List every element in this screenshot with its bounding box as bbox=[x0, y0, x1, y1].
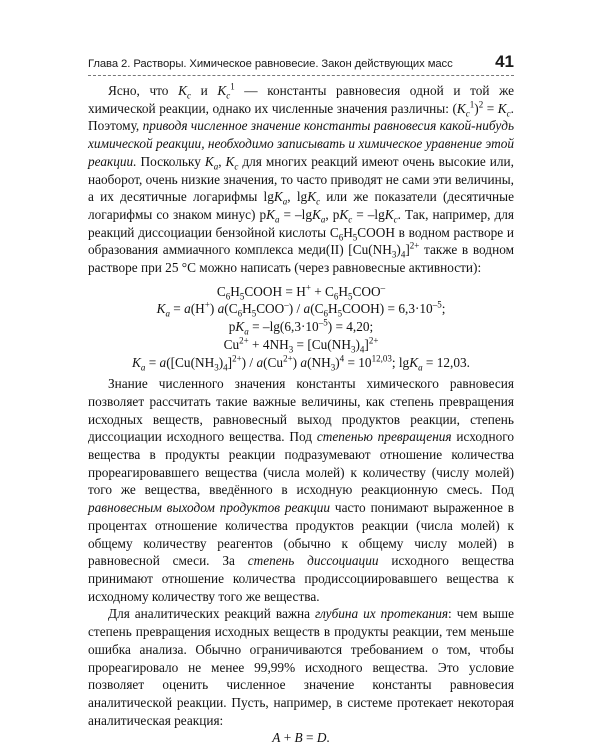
equation-analytical-reaction: A + B = D. bbox=[272, 730, 330, 746]
term-equilibrium-yield: равновесным выходом продуктов реакции bbox=[88, 500, 331, 516]
equation-dissociation: $C_6H_5COOH = H^+ + C_6H_5COO^-$ bbox=[216, 282, 386, 302]
emphasis-text: приводя численное значение константы равновесия какой-нибудь химической реакции, необходимо записывать и химическое уравнение этой реакции. bbox=[88, 118, 515, 169]
term-reaction-depth: глубина их протекания bbox=[315, 606, 449, 622]
paragraph-2: Знание численного значения константы химического равновесия позволяет рассчитать такие важные величины, как степень превращения исходных веществ, равновесный выход продуктов реакции, степень диссоциации исходного вещества. Под степенью превращения исходного вещества в продукты реакции подразумевают отношение количества прореагировавшего вещества (числа молей) к количеству (числу молей) того же вещества, введённого в исходную реакционную смесь. Под равновесным выходом продуктов реакции часто понимают выраженное в процентах отношение количества продуктов реакции (числа молей) к общему количеству реагентов (обычно к общему числу молей) в равновесной смеси. За степень диссоциации исходного вещества принимают отношение количества продиссоциировавшего вещества к исходному количеству того же вещества. bbox=[88, 376, 514, 604]
paragraph-3: Для аналитических реакций важна глубина их протекания: чем выше степень превращения исходных веществ в продукты реакции, тем меньше ошибка анализа. Обычно ограничиваются требованием о том, чтобы прореагировало не менее 99,99% исходного вещества. Это условие позволяет оценить численное значение константы равновесия аналитической реакции. Пусть, например, в системе протекает некоторая аналитическая реакция: bbox=[88, 606, 515, 728]
term-dissociation-degree: степень диссоциации bbox=[247, 553, 379, 569]
header-title: Глава 2. Растворы. Химическое равновесие. Закон действующих масс bbox=[88, 58, 453, 70]
body-text bbox=[88, 82, 514, 747]
paragraph-1: Ясно, что $K_c$ и $K_c^1$ — константы равновесия одной и той же химической реакции, однако их численные значения различны: $(K_c^1)^2 = K_c$. Поэтому, приводя численное значение константы равновесия какой-нибудь химической реакции, необходимо записывать и химическое уравнение этой реакции. Поскольку $K_a$, $K_c$ для многих реакций имеют очень высокие или, наоборот, очень низкие значения, то часто приводят не сами эти величины, а их десятичные логарифмы lgK$_a$, lgK$_c$ или же показатели (десятичные логарифмы со знаком минус) $pK_a = -\lg K_a$, $pK_c = -\lg K_c$. Так, например, для реакций диссоциации бензойной кислоты $C_6H_5COOH$ в водном растворе и образования аммиачного комплекса меди(II) $[Cu(NH_3)_4]^{2+}$ также в водном растворе при 25 °С можно написать (через равновесные активности): bbox=[88, 81, 515, 276]
page-number: 41 bbox=[495, 52, 514, 71]
running-header bbox=[88, 50, 514, 76]
equation-ka-complex: $K_a = a([Cu(NH_3)_4]^{2+}) / a(Cu^{2+}) a(NH_3)^4 = 10^{12,03}$; lgK$_a$ = 12,03. bbox=[132, 353, 470, 373]
equation-pka: $pK_a = -\lg(6,3\cdot 10^{-5}) = 4,20$; bbox=[228, 317, 374, 337]
header-rule bbox=[88, 75, 514, 76]
equation-ka-benzoic: $K_a = a(H^+)$ $a(C_6H_5COO^-)$ / $a(C_6H_5COOH) = 6,3\cdot 10^{-5}$; bbox=[156, 300, 446, 320]
equation-complex-formation: $Cu^{2+} + 4NH_3 = [Cu(NH_3)_4]^{2+}$ bbox=[223, 335, 379, 355]
term-conversion-degree: степенью превращения bbox=[316, 429, 452, 445]
